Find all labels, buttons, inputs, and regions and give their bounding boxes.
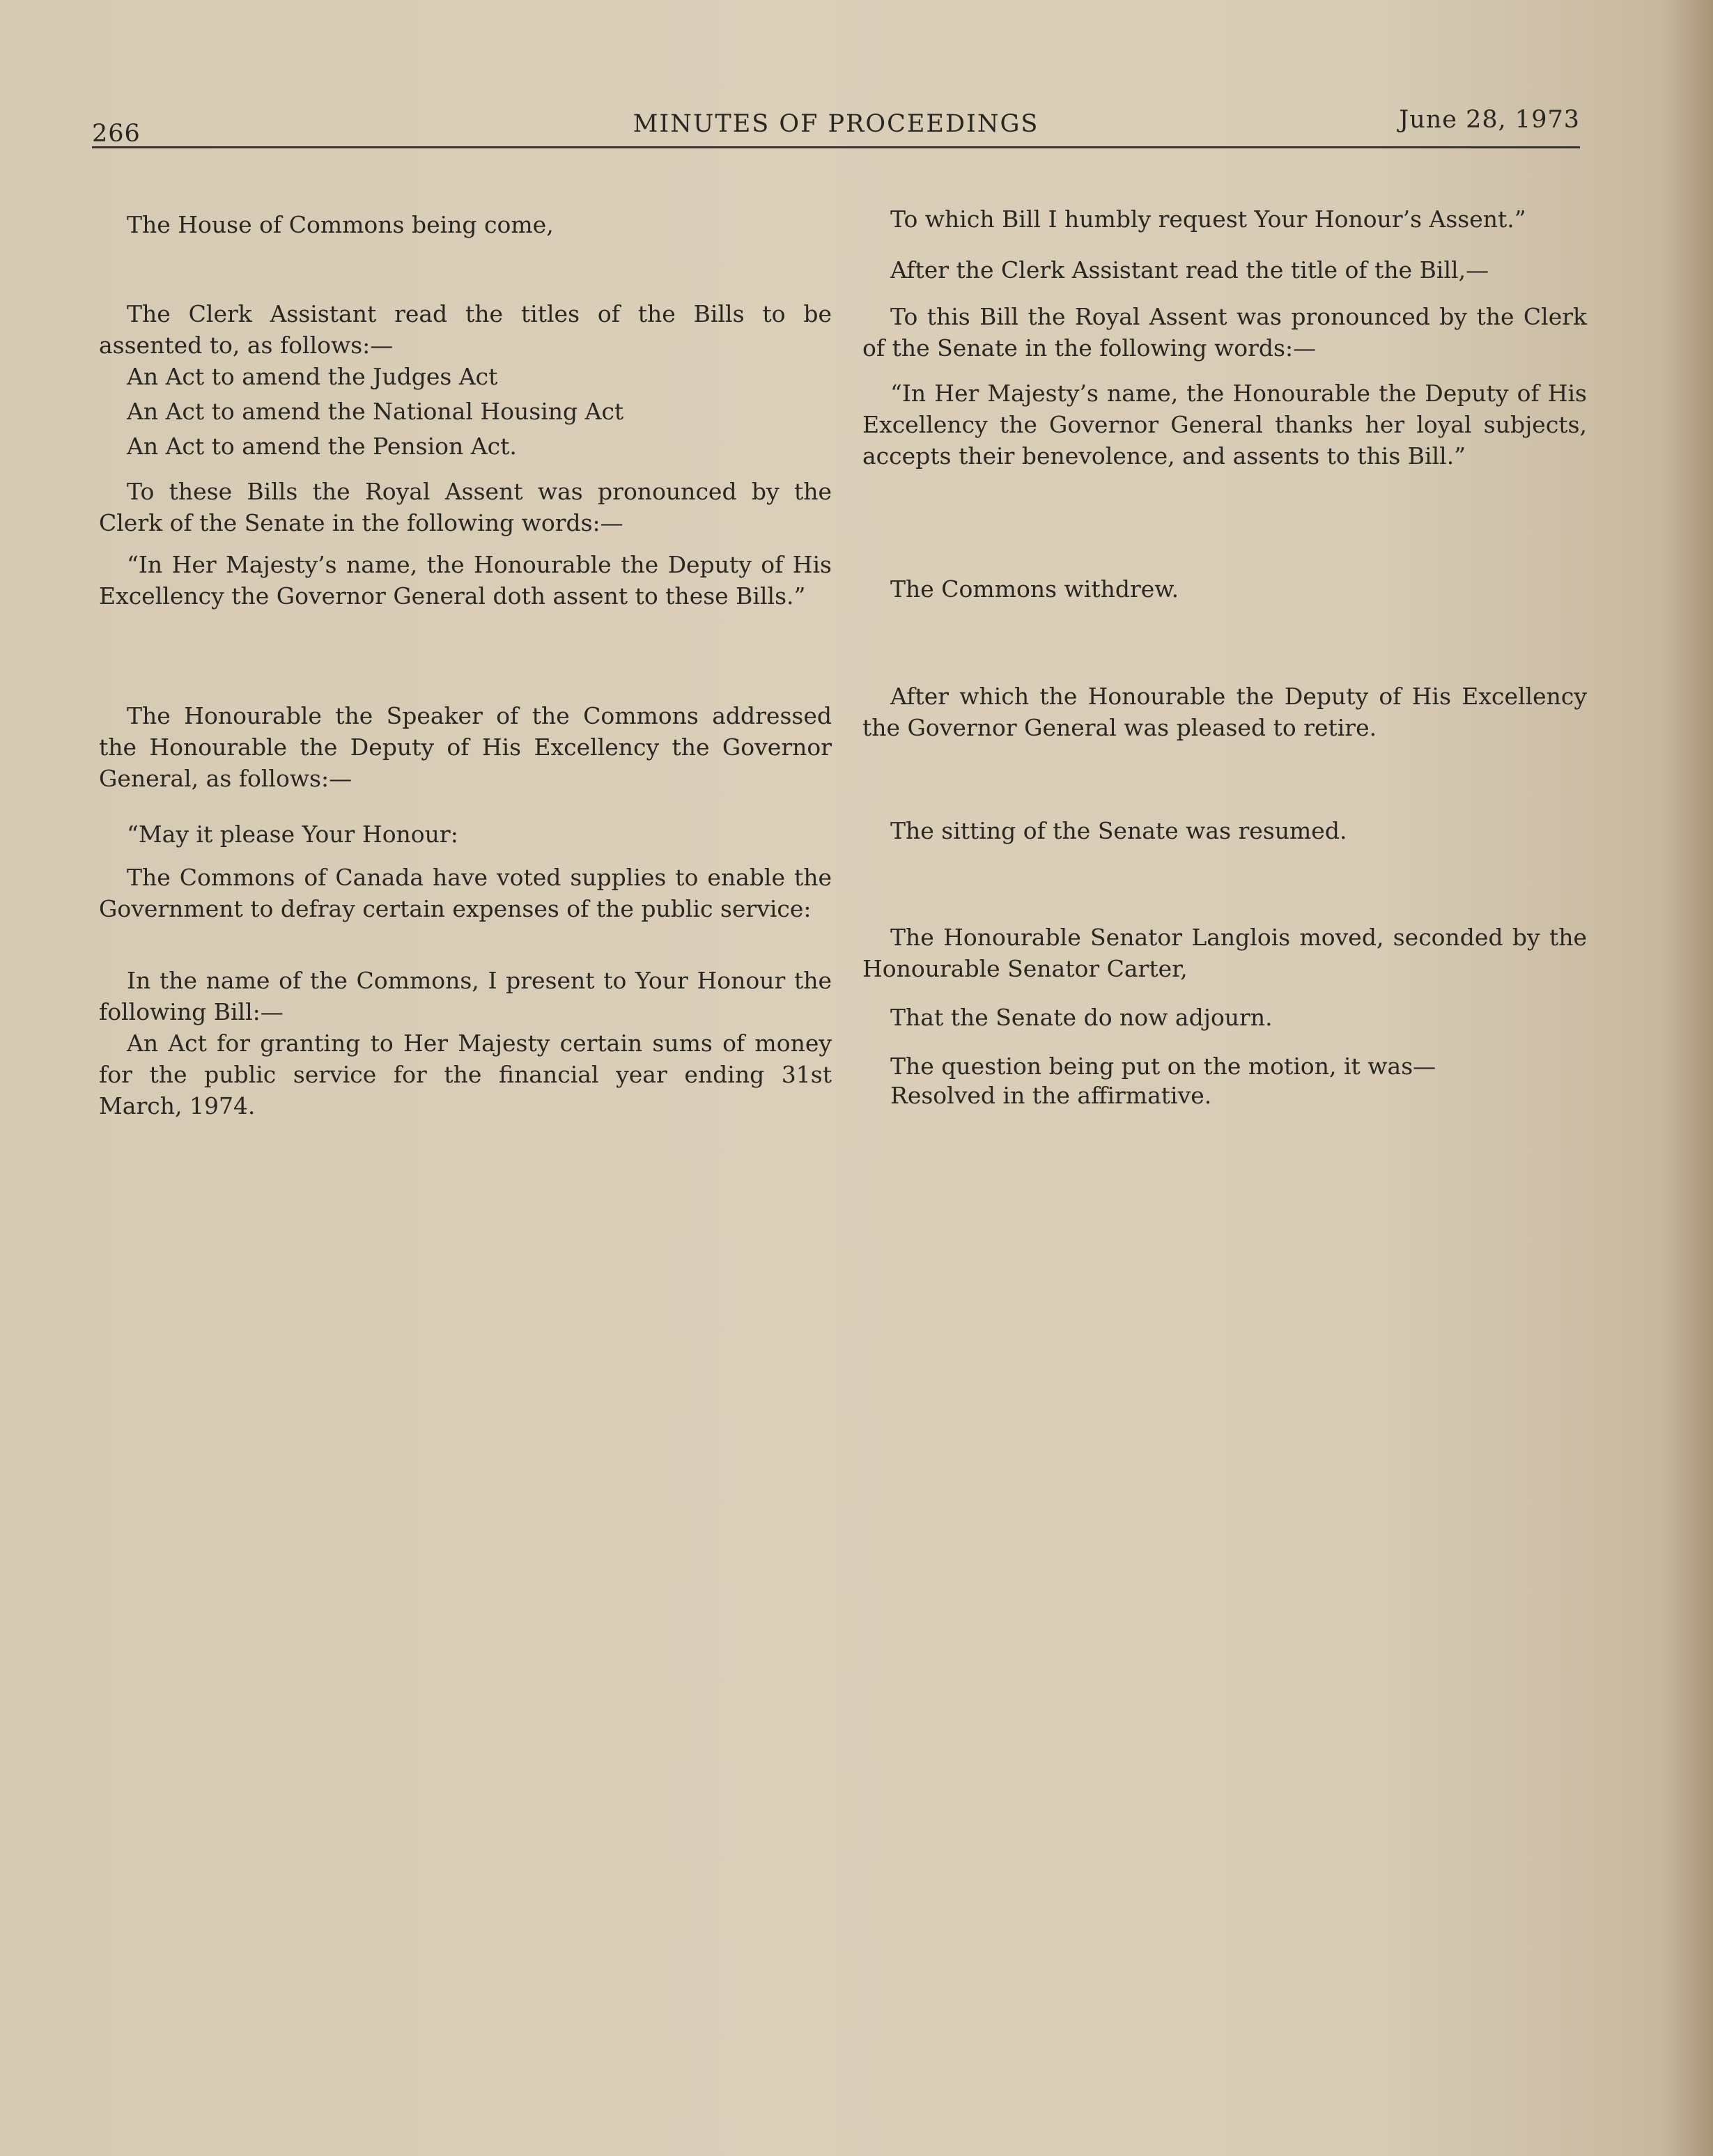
paragraph: The Clerk Assistant read the titles of the Bills to be assented to, as follows:—: [99, 300, 832, 359]
bill-item: An Act to amend the National Housing Act: [127, 398, 624, 425]
paragraph: The Commons withdrew.: [890, 575, 1179, 603]
paragraph: Resolved in the affirmative.: [890, 1082, 1212, 1109]
paragraph: The House of Commons being come,: [127, 211, 554, 238]
paragraph: To these Bills the Royal Assent was pronounced by the Clerk of the Senate in the following words:—: [99, 478, 832, 536]
quotation: “In Her Majesty’s name, the Honourable the Deputy of His Excellency the Governor General thanks her loyal subjects, accepts their benevolence, and assents to this Bill.”: [862, 380, 1587, 470]
page-title: MINUTES OF PROCEEDINGS: [633, 110, 1039, 138]
paragraph: After which the Honourable the Deputy of His Excellency the Governor General was pleased to retire.: [862, 683, 1587, 741]
bill-title: An Act for granting to Her Majesty certain sums of money for the public service for the financial year ending 31st March, 1974.: [99, 1030, 832, 1119]
paragraph: The question being put on the motion, it was—: [890, 1053, 1436, 1080]
paragraph: After the Clerk Assistant read the title of the Bill,—: [890, 256, 1489, 284]
paragraph: The sitting of the Senate was resumed.: [890, 817, 1347, 844]
paragraph: In the name of the Commons, I present to Your Honour the following Bill:—: [99, 967, 832, 1025]
quotation: To which Bill I humbly request Your Honour’s Assent.”: [890, 205, 1526, 233]
header-date: June 28, 1973: [1399, 106, 1580, 134]
paragraph: The Honourable Senator Langlois moved, seconded by the Honourable Senator Carter,: [862, 924, 1587, 982]
paragraph: The Honourable the Speaker of the Commons addressed the Honourable the Deputy of His Excellency the Governor General, as follows:—: [99, 702, 832, 792]
paragraph: The Commons of Canada have voted supplies to enable the Government to defray certain expenses of the public service:: [99, 864, 832, 922]
bill-item: An Act to amend the Judges Act: [127, 363, 498, 390]
bill-item: An Act to amend the Pension Act.: [127, 433, 517, 460]
quotation: “In Her Majesty’s name, the Honourable the Deputy of His Excellency the Governor General doth assent to these Bills.”: [99, 551, 832, 610]
page-number: 266: [92, 120, 141, 148]
quotation: “May it please Your Honour:: [127, 821, 458, 848]
running-header: [92, 104, 1580, 148]
paragraph: That the Senate do now adjourn.: [890, 1004, 1273, 1031]
paragraph: To this Bill the Royal Assent was pronounced by the Clerk of the Senate in the following words:—: [862, 303, 1587, 362]
